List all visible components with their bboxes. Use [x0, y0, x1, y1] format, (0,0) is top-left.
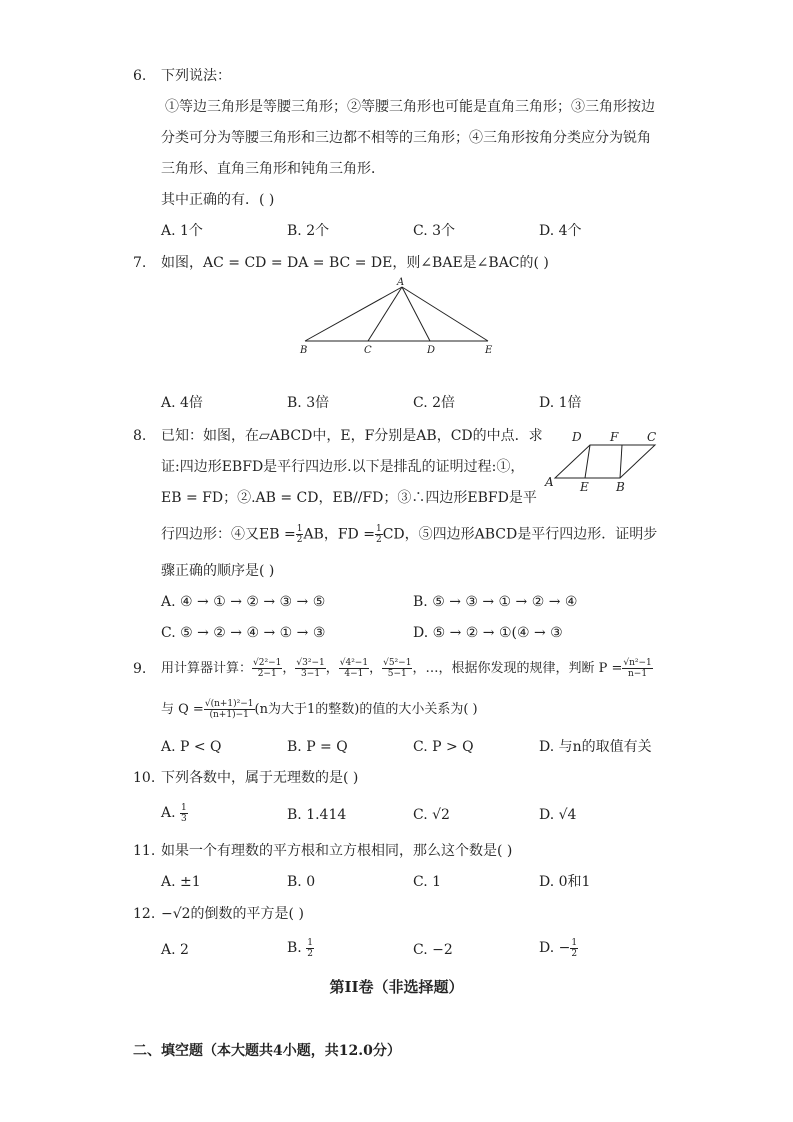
question-9-line-1-b: ，…，根据你发现的规律，判断 P =: [412, 661, 623, 676]
question-6-option-c[interactable]: C. 3个: [413, 223, 456, 239]
question-9-line-2: [161, 697, 478, 723]
question-8-line-3: EB = FD；②.AB = CD，EB//FD；③∴四边形EBFD是平: [161, 490, 537, 506]
question-8-option-a[interactable]: A. ④ → ① → ② → ③ → ⑤: [161, 594, 326, 610]
question-8-option-b[interactable]: B. ⑤ → ③ → ① → ② → ④: [413, 594, 578, 610]
question-9-line-2-a: 与 Q =: [161, 702, 204, 717]
label-e: E: [485, 345, 493, 356]
question-10-option-d[interactable]: D. √4: [539, 807, 577, 823]
question-10-option-a[interactable]: A. $\frac{1}{3}$: [161, 802, 187, 824]
label-d: D: [427, 345, 436, 356]
fraction-neg-half: $\frac{1}{2}$: [571, 937, 578, 959]
question-12-stem: −√2的倒数的平方是( ): [161, 906, 304, 922]
question-12-option-c[interactable]: C. −2: [413, 942, 453, 958]
question-7-number: 7.: [133, 255, 147, 271]
question-7-option-d[interactable]: D. 1倍: [539, 395, 582, 411]
label-b: B: [300, 345, 308, 356]
question-10-stem: 下列各数中，属于无理数的是( ): [161, 770, 359, 786]
question-11-option-c[interactable]: C. 1: [413, 874, 442, 890]
question-11-number: 11.: [133, 843, 156, 859]
label-a: A: [545, 475, 554, 489]
question-6-line-4: 其中正确的有．( ): [161, 192, 275, 208]
label-d: D: [572, 430, 582, 444]
question-8-line-4-b: AB，FD =: [303, 526, 375, 543]
question-6-line-2: 分类可分为等腰三角形和三边都不相等的三角形；④三角形按角分类应分为锐角: [161, 130, 651, 146]
fraction-3: $\frac{\text{√4²−1}}{4-1}$: [339, 658, 369, 679]
question-9-line-2-b: (n为大于1的整数)的值的大小关系为( ): [254, 702, 478, 717]
question-9-number: 9.: [133, 661, 147, 677]
fraction-one-half: $\frac{1}{2}$: [307, 937, 313, 959]
fraction-1: $\frac{\text{√2²−1}}{2-1}$: [253, 658, 282, 679]
question-9-line-1-a: 用计算器计算：: [161, 661, 253, 676]
question-6-stem: 下列说法：: [161, 68, 231, 84]
parallelogram-figure: [540, 425, 670, 497]
label-b: B: [616, 480, 625, 494]
section-2-title: 二、填空题（本大题共4小题，共12.0分）: [133, 1043, 401, 1059]
fraction-one-third: $\frac{1}{3}$: [181, 802, 187, 824]
part-2-title: 第II卷（非选择题）: [329, 978, 464, 996]
question-11-option-a[interactable]: A. ±1: [161, 874, 201, 890]
label-c: C: [647, 430, 657, 444]
question-7-option-a[interactable]: A. 4倍: [161, 395, 203, 411]
question-8-option-c[interactable]: C. ⑤ → ② → ④ → ① → ③: [161, 625, 326, 641]
question-6-line-1: ①等边三角形是等腰三角形；②等腰三角形也可能是直角三角形；③三角形按边: [165, 99, 655, 115]
fraction-2: $\frac{\text{√3²−1}}{3-1}$: [296, 658, 325, 679]
triangle-figure: [290, 275, 510, 357]
question-11-option-d[interactable]: D. 0和1: [539, 874, 591, 890]
question-6-line-3: 三角形、直角三角形和钝角三角形．: [161, 161, 385, 177]
fraction-p: $\frac{\text{√n²−1}}{n-1}$: [623, 658, 652, 679]
question-12-option-a[interactable]: A. 2: [161, 942, 189, 958]
question-7-option-b[interactable]: B. 3倍: [287, 395, 330, 411]
question-12-option-d[interactable]: D. − $\frac{1}{2}$: [539, 937, 578, 959]
question-10-option-c[interactable]: C. √2: [413, 807, 450, 823]
question-8-line-2: 证:四边形EBFD是平行四边形.以下是排乱的证明过程:①，: [161, 459, 525, 475]
question-8-number: 8.: [133, 428, 147, 444]
question-8-line-1: 已知：如图，在▱ABCD中，E，F分别是AB，CD的中点．求: [161, 428, 543, 444]
question-8-option-d[interactable]: D. ⑤ → ② → ①(④ → ③: [413, 625, 563, 641]
question-8-line-4-a: 行四边形：④又EB =: [161, 526, 296, 543]
question-12-option-b[interactable]: B. $\frac{1}{2}$: [287, 937, 313, 959]
question-9-option-b[interactable]: B. P = Q: [287, 739, 348, 755]
question-10-number: 10.: [133, 770, 156, 786]
label-a: A: [397, 277, 405, 288]
question-11-stem: 如果一个有理数的平方根和立方根相同，那么这个数是( ): [161, 843, 513, 859]
question-10-option-b[interactable]: B. 1.414: [287, 807, 347, 823]
label-c: C: [364, 345, 372, 356]
question-8-line-4: [161, 524, 657, 545]
question-12-number: 12.: [133, 906, 156, 922]
question-8-line-4-c: CD，⑤四边形ABCD是平行四边形．证明步: [382, 526, 658, 543]
question-9-option-d[interactable]: D. 与n的取值有关: [539, 739, 652, 755]
fraction-half-1: $\frac{1}{2}$: [296, 524, 303, 545]
question-11-option-b[interactable]: B. 0: [287, 874, 316, 890]
label-f: F: [610, 430, 619, 444]
question-6-option-b[interactable]: B. 2个: [287, 223, 330, 239]
question-6-number: 6.: [133, 68, 147, 84]
label-e: E: [580, 480, 589, 494]
fraction-half-2: $\frac{1}{2}$: [375, 524, 382, 545]
question-7-stem: 如图，AC = CD = DA = BC = DE，则∠BAE是∠BAC的( ): [161, 255, 549, 271]
question-7-option-c[interactable]: C. 2倍: [413, 395, 456, 411]
fraction-q: $\frac{\text{√(n+1)²−1}}{(n+1)-1}$: [204, 699, 254, 720]
question-6-option-a[interactable]: A. 1个: [161, 223, 203, 239]
question-6-option-d[interactable]: D. 4个: [539, 223, 582, 239]
question-9-option-c[interactable]: C. P > Q: [413, 739, 474, 755]
question-9-line-1: 用计算器计算： $\frac{\text{√2²−1}}{2-1}$ ， $\frac{\text{√3²−1}}{3-1}$ ， $\frac{\text{√4²−1}}{4-1}$ ， $\frac{\text{√5²−1}}{5-1}$ ，…，根据你发现的规律，判断 P = $\frac{\text{√n²−1}}{n-1}$: [161, 658, 652, 679]
question-8-line-5: 骤正确的顺序是( ): [161, 563, 275, 579]
fraction-4: $\frac{\text{√5²−1}}{5-1}$: [383, 658, 412, 679]
question-9-option-a[interactable]: A. P < Q: [161, 739, 222, 755]
